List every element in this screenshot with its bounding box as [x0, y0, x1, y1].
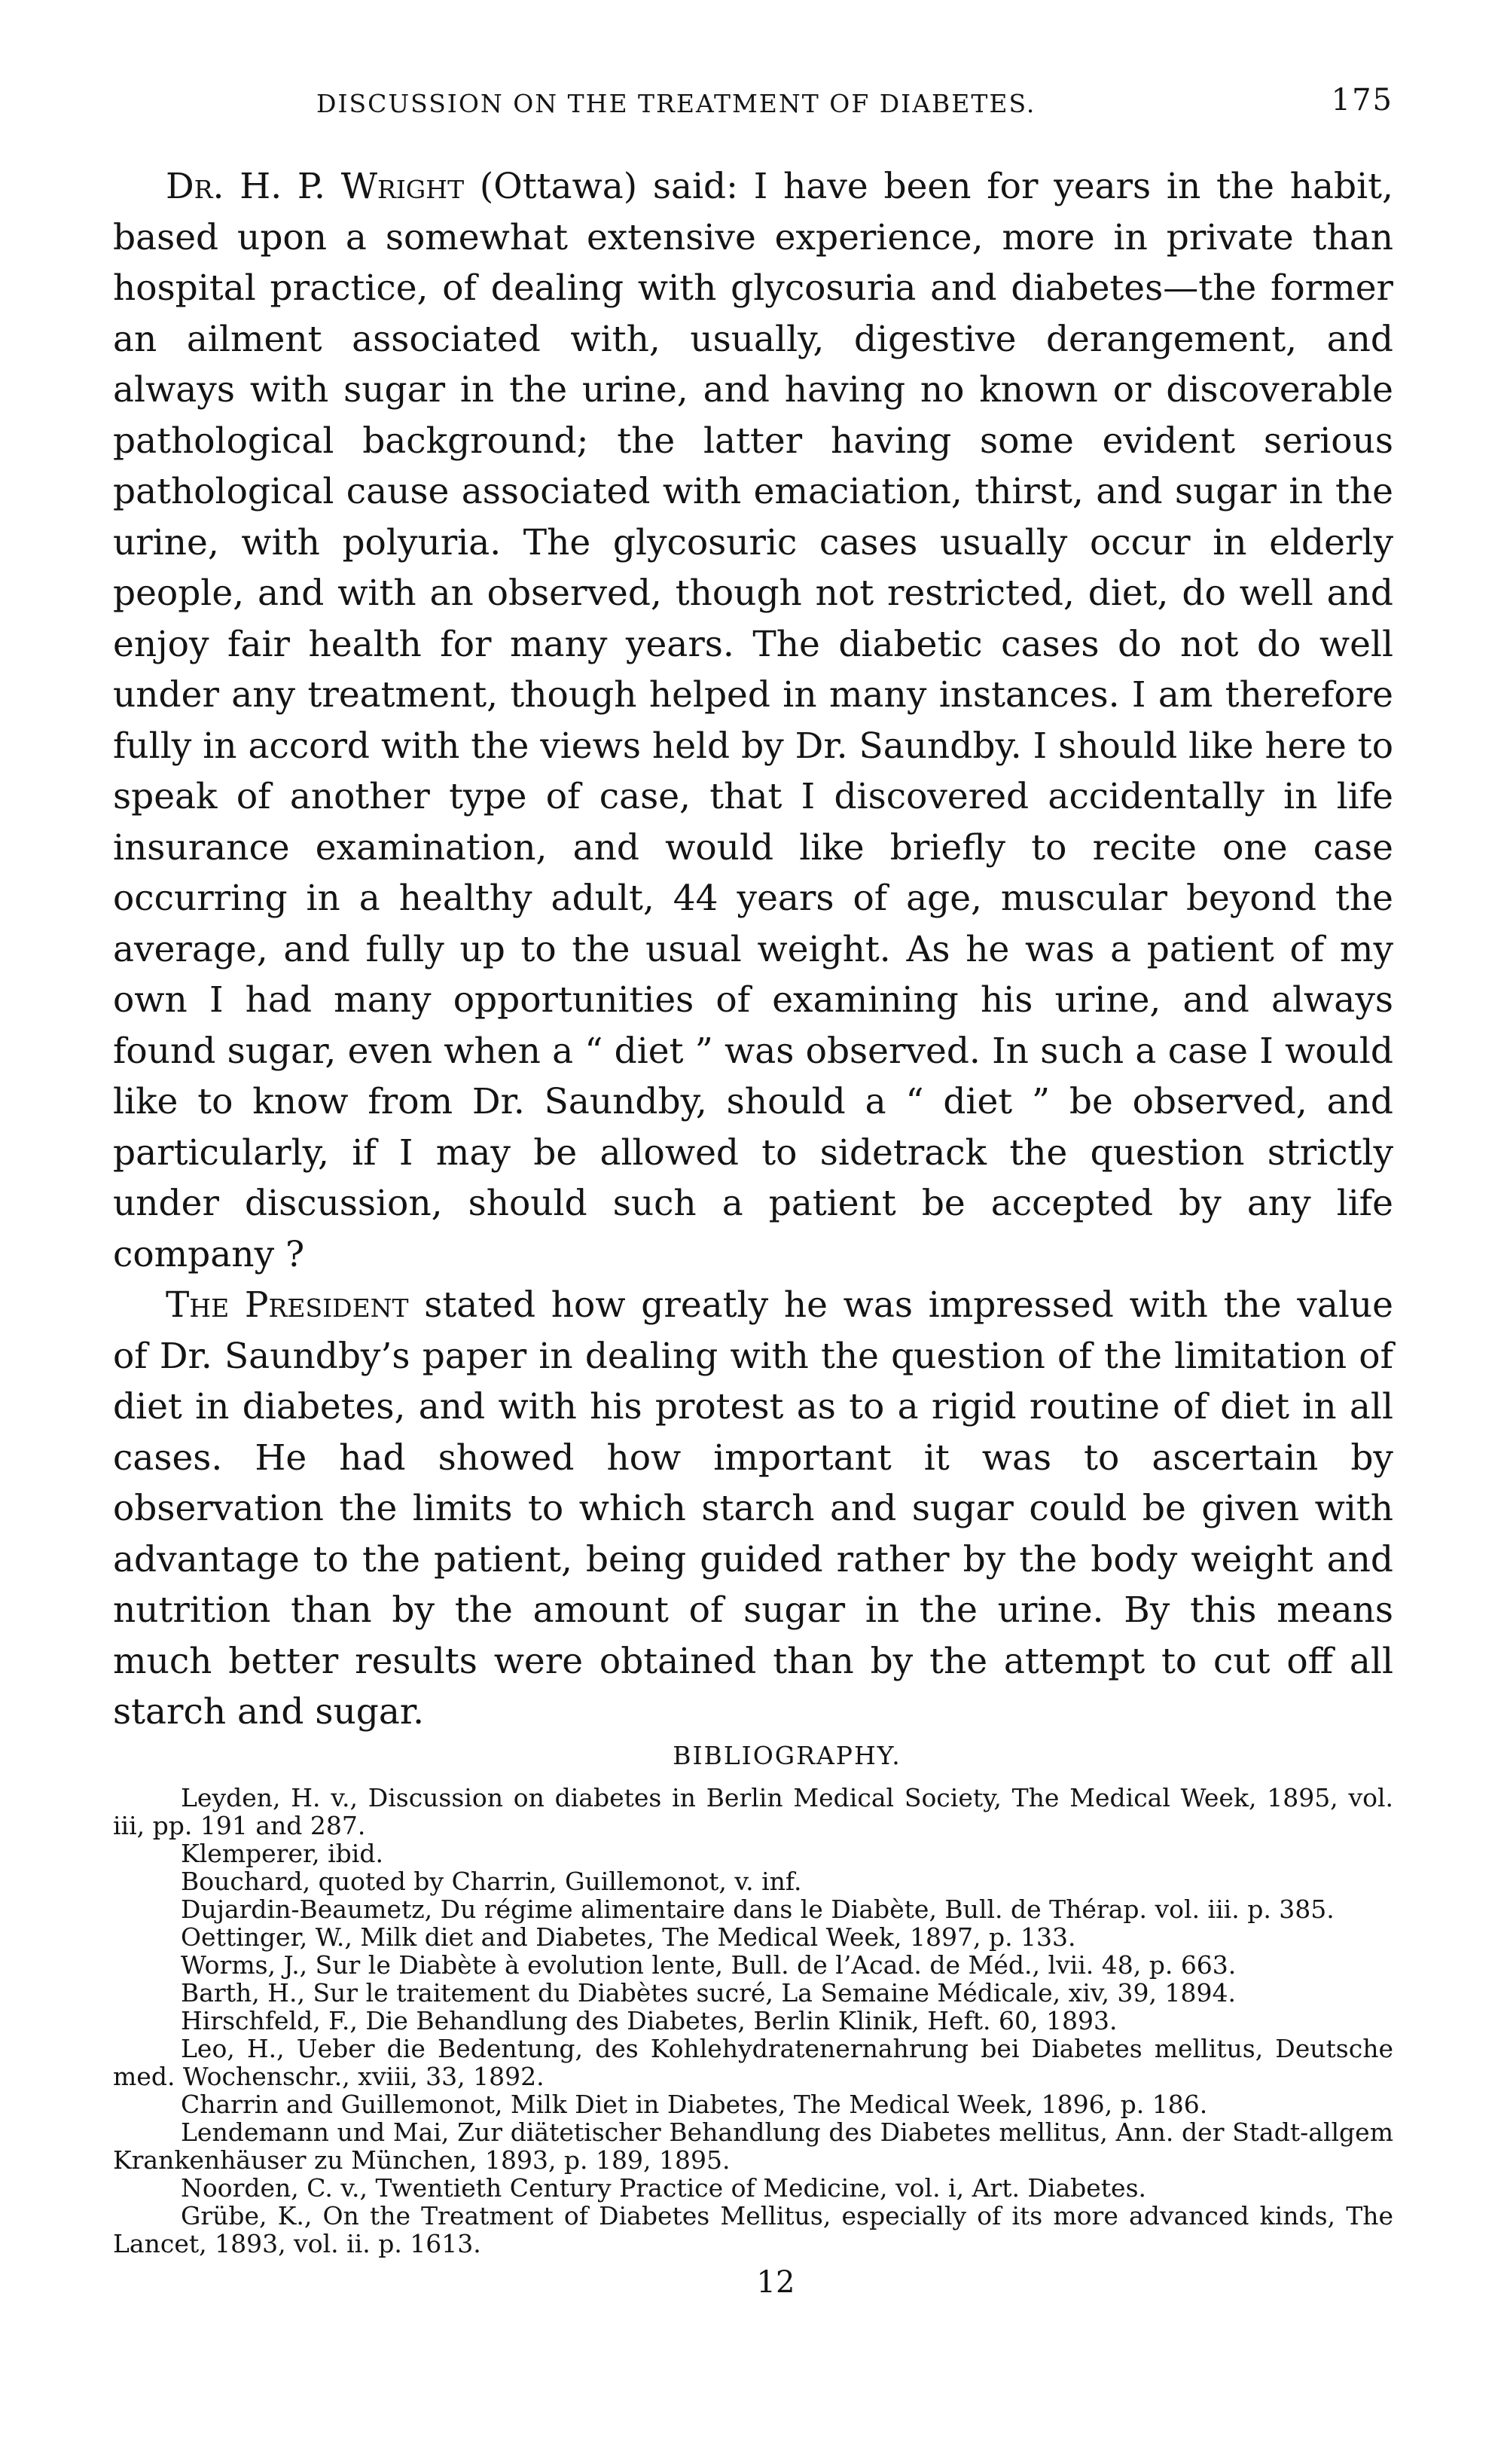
paragraph-text: stated how greatly he was impressed with the value of Dr. Saundby’s paper in dealing with the question of the limitation of diet in diabetes, and with his protest as to a rigid routine of diet in all cases. He had showed how important it was to ascertain by observation the limits to which starch and sugar could be given with advantage to the patient, being guided rather by the body weight and nutrition than by the amount of sugar in the urine. By this means much better results were obtained than by the attempt to cut off all starch and sugar. [113, 1284, 1393, 1733]
paragraph-text: (Ottawa) said: I have been for years in the habit, based upon a somewhat extensive experience, more in private than hospital practice, of dealing with glycosuria and diabetes—the former an ailment associated with, usually, digestive derangement, and always with sugar in the urine, and having no known or discoverable pathological background; the latter having some evident serious pathological cause associated with emaciation, thirst, and sugar in the urine, with polyuria. The glycosuric cases usually occur in elderly people, and with an observed, though not restricted, diet, do well and enjoy fair health for many years. The diabetic cases do not do well under any treatment, though helped in many instances. I am therefore fully in accord with the views held by Dr. Saundby. I should like here to speak of another type of case, that I discovered accidentally in life insurance examination, and would like briefly to recite one case occurring in a healthy adult, 44 years of age, muscular beyond the average, and fully up to the usual weight. As he was a patient of my own I had many opportunities of examining his urine, and always found sugar, even when a “ diet ” was observed. In such a case I would like to know from Dr. Saundby, should a “ diet ” be observed, and particularly, if I may be allowed to sidetrack the question strictly under discussion, should such a patient be accepted by any life company ? [113, 166, 1393, 1275]
bibliography-heading: BIBLIOGRAPHY. [673, 1740, 901, 1770]
bibliography-entry: Hirschfeld, F., Die Behandlung des Diabetes, Berlin Klinik, Heft. 60, 1893. [181, 2005, 1118, 2035]
speaker-name: Dr. H. P. Wright [166, 166, 465, 207]
bibliography-entry: Bouchard, quoted by Charrin, Guillemonot, v. inf. [181, 1866, 802, 1896]
body-text [113, 161, 1393, 1738]
running-head [113, 75, 1393, 128]
bibliography-entry: Grübe, K., On the Treatment of Diabetes Mellitus, especially of its more advanced kinds, The Lancet, 1893, vol. ii. p. 1613. [113, 2200, 1393, 2258]
bibliography-entry: Dujardin-Beaumetz, Du régime alimentaire dans le Diabète, Bull. de Thérap. vol. iii. p. 385. [181, 1894, 1335, 1924]
bibliography-entry: Leo, H., Ueber die Bedentung, des Kohlehydratenernahrung bei Diabetes mellitus, Deutsche med. Wochenschr., xviii, 33, 1892. [113, 2033, 1393, 2091]
running-head-title: DISCUSSION ON THE TREATMENT OF DIABETES. [316, 89, 1036, 118]
page-number: 175 [1331, 83, 1393, 118]
bibliography-entry: Worms, J., Sur le Diabète à evolution lente, Bull. de l’Acad. de Méd., lvii. 48, p. 663. [181, 1950, 1237, 1980]
paragraph-president [113, 1280, 1393, 1738]
page [113, 75, 1393, 2300]
bibliography-entry: Noorden, C. v., Twentieth Century Practice of Medicine, vol. i, Art. Diabetes. [181, 2172, 1146, 2203]
paragraph-wright [113, 161, 1393, 1280]
bibliography-entry: Charrin and Guillemonot, Milk Diet in Diabetes, The Medical Week, 1896, p. 186. [181, 2089, 1208, 2119]
bibliography-entry: Oettinger, W., Milk diet and Diabetes, The Medical Week, 1897, p. 133. [181, 1922, 1076, 1952]
bibliography-entry: Lendemann und Mai, Zur diätetischer Behandlung des Diabetes mellitus, Ann. der Stadt-allgem Krankenhäuser zu München, 1893, p. 189, 1895. [113, 2117, 1393, 2175]
bibliography-entry: Barth, H., Sur le traitement du Diabètes sucré, La Semaine Médicale, xiv, 39, 1894. [181, 1977, 1236, 2008]
bibliography-entry: Leyden, H. v., Discussion on diabetes in Berlin Medical Society, The Medical Week, 1895, vol. iii, pp. 191 and 287. [113, 1782, 1393, 1840]
bibliography-list [113, 1784, 1393, 2258]
speaker-name: The President [166, 1284, 409, 1326]
bibliography-entry: Klemperer, ibid. [181, 1838, 383, 1868]
signature-mark: 12 [756, 2264, 795, 2300]
